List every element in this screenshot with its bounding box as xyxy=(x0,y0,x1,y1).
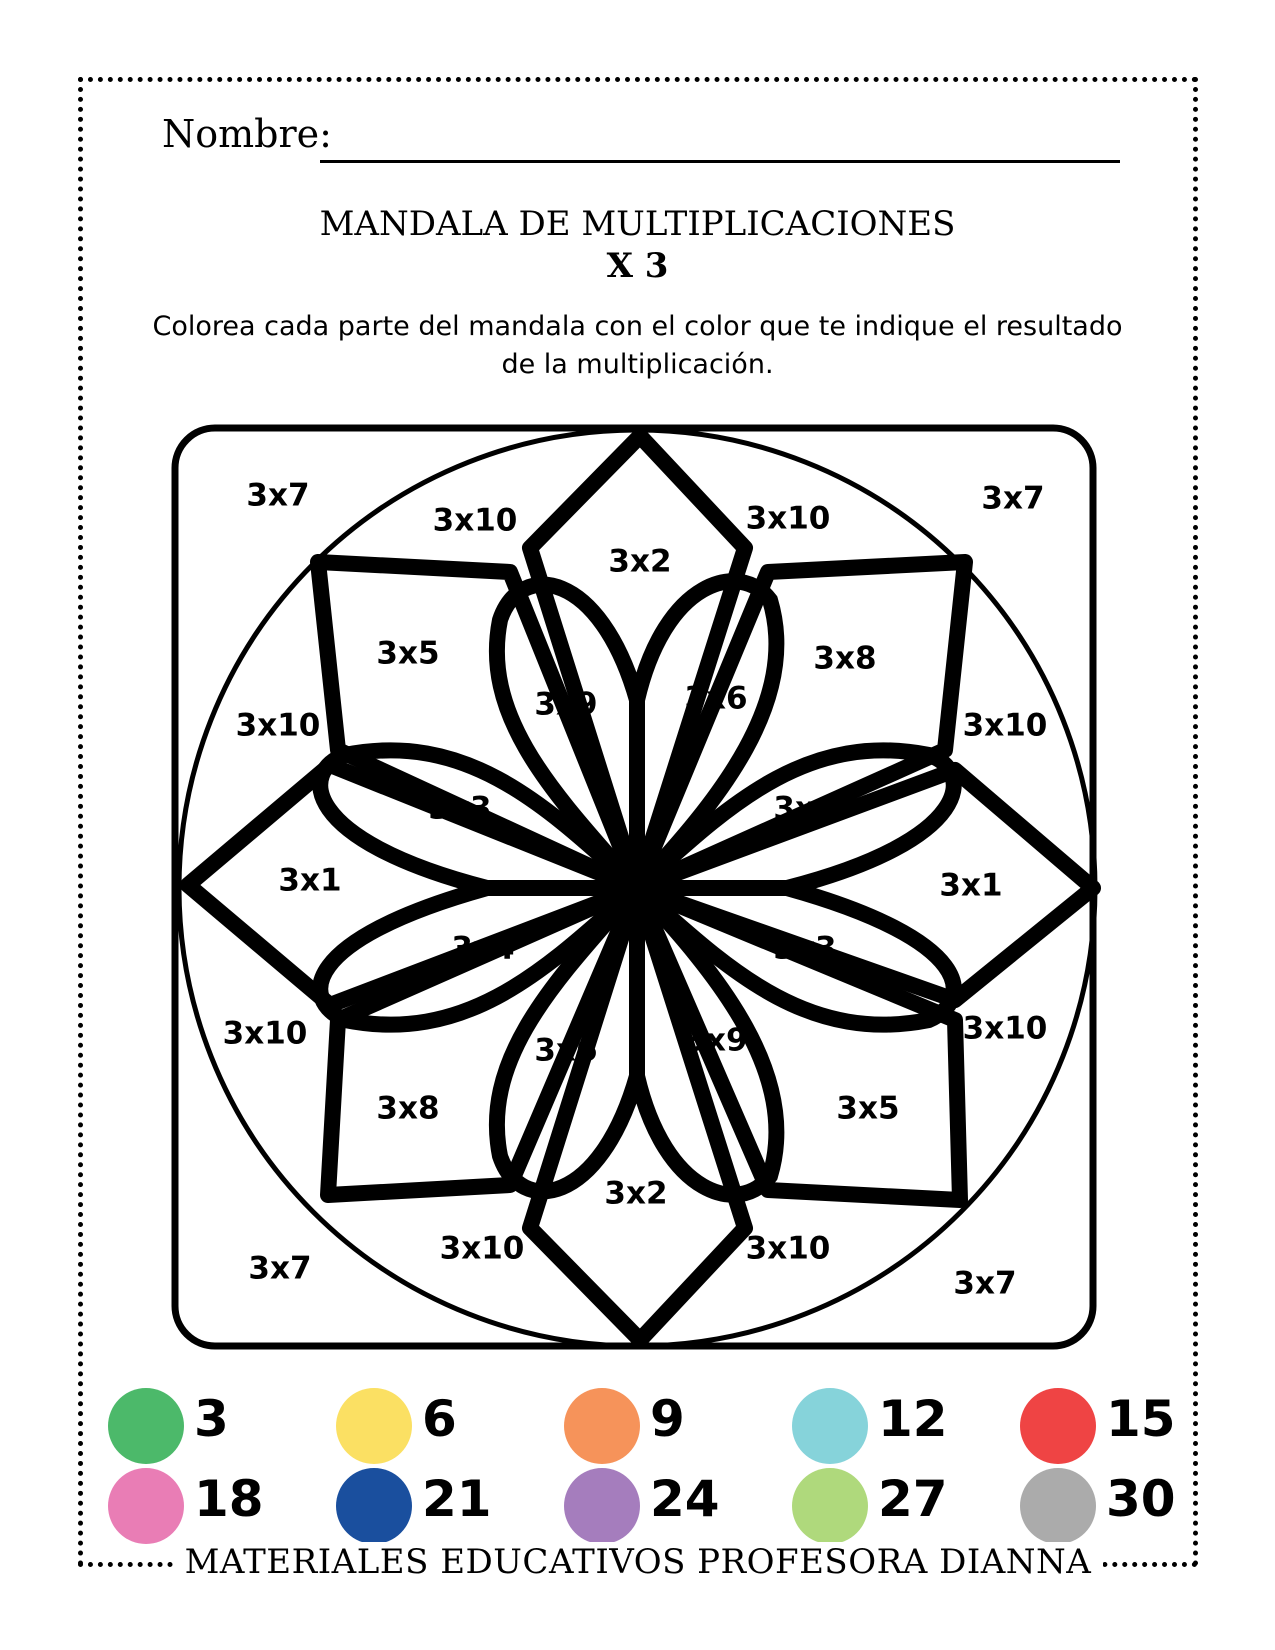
region-label[interactable]: 3x4 xyxy=(773,790,837,827)
legend-value: 6 xyxy=(422,1390,457,1448)
legend-value: 24 xyxy=(650,1470,720,1528)
legend-value: 18 xyxy=(194,1470,264,1528)
region-label[interactable]: 3x10 xyxy=(962,1010,1048,1047)
region-label[interactable]: 3x7 xyxy=(246,477,310,514)
region-label[interactable]: 3x2 xyxy=(608,543,672,580)
region-label[interactable]: 3x3 xyxy=(428,790,492,827)
region-label[interactable]: 3x1 xyxy=(939,867,1003,904)
legend-value: 21 xyxy=(422,1470,492,1528)
legend-item xyxy=(1020,1388,1240,1464)
region-label[interactable]: 3x9 xyxy=(534,686,598,723)
color-swatch xyxy=(336,1388,412,1464)
color-swatch xyxy=(1020,1468,1096,1544)
name-label: Nombre: xyxy=(162,112,332,156)
legend-value: 27 xyxy=(878,1470,948,1528)
legend-item xyxy=(564,1388,784,1464)
legend-item xyxy=(108,1388,328,1464)
region-label[interactable]: 3x10 xyxy=(745,1230,831,1267)
region-label[interactable]: 3x9 xyxy=(684,1022,748,1059)
region-label[interactable]: 3x8 xyxy=(813,640,877,677)
instructions-line-1: Colorea cada parte del mandala con el color que te indique el resultado xyxy=(152,311,1123,342)
legend-value: 12 xyxy=(878,1390,948,1448)
color-swatch xyxy=(108,1468,184,1544)
region-label[interactable]: 3x10 xyxy=(432,502,518,539)
color-swatch xyxy=(1020,1388,1096,1464)
region-label[interactable]: 3x10 xyxy=(962,707,1048,744)
region-label[interactable]: 3x5 xyxy=(836,1090,900,1127)
worksheet-subtitle: X 3 xyxy=(606,246,669,286)
color-swatch xyxy=(336,1468,412,1544)
legend-item xyxy=(336,1468,556,1544)
region-label[interactable]: 3x6 xyxy=(534,1032,598,1069)
legend-value: 30 xyxy=(1106,1470,1176,1528)
color-swatch xyxy=(564,1388,640,1464)
region-label[interactable]: 3x10 xyxy=(439,1230,525,1267)
worksheet-title: MANDALA DE MULTIPLICACIONES xyxy=(319,204,956,244)
legend-item xyxy=(336,1388,556,1464)
legend-item xyxy=(792,1468,1012,1544)
region-label[interactable]: 3x7 xyxy=(981,480,1045,517)
region-label[interactable]: 3x3 xyxy=(773,930,837,967)
region-label[interactable]: 3x4 xyxy=(451,930,515,967)
color-swatch xyxy=(792,1468,868,1544)
region-label[interactable]: 3x7 xyxy=(953,1265,1017,1302)
region-label[interactable]: 3x10 xyxy=(222,1015,308,1052)
legend-item xyxy=(792,1388,1012,1464)
legend-value: 9 xyxy=(650,1390,685,1448)
color-swatch xyxy=(108,1388,184,1464)
legend-item xyxy=(564,1468,784,1544)
color-swatch xyxy=(792,1388,868,1464)
footer xyxy=(78,1542,1198,1592)
region-label[interactable]: 3x5 xyxy=(376,635,440,672)
legend-value: 15 xyxy=(1106,1390,1176,1448)
region-label[interactable]: 3x2 xyxy=(604,1175,668,1212)
region-label[interactable]: 3x1 xyxy=(278,862,342,899)
region-label[interactable]: 3x10 xyxy=(235,707,321,744)
instructions-line-2: de la multiplicación. xyxy=(501,349,774,380)
region-label[interactable]: 3x6 xyxy=(684,680,748,717)
legend-item xyxy=(108,1468,328,1544)
color-swatch xyxy=(564,1468,640,1544)
region-label[interactable]: 3x7 xyxy=(248,1250,312,1287)
legend-item xyxy=(1020,1468,1240,1544)
region-label[interactable]: 3x8 xyxy=(376,1090,440,1127)
region-label[interactable]: 3x10 xyxy=(745,500,831,537)
legend-value: 3 xyxy=(194,1390,229,1448)
footer-text: MATERIALES EDUCATIVOS PROFESORA DIANNA xyxy=(173,1542,1104,1582)
